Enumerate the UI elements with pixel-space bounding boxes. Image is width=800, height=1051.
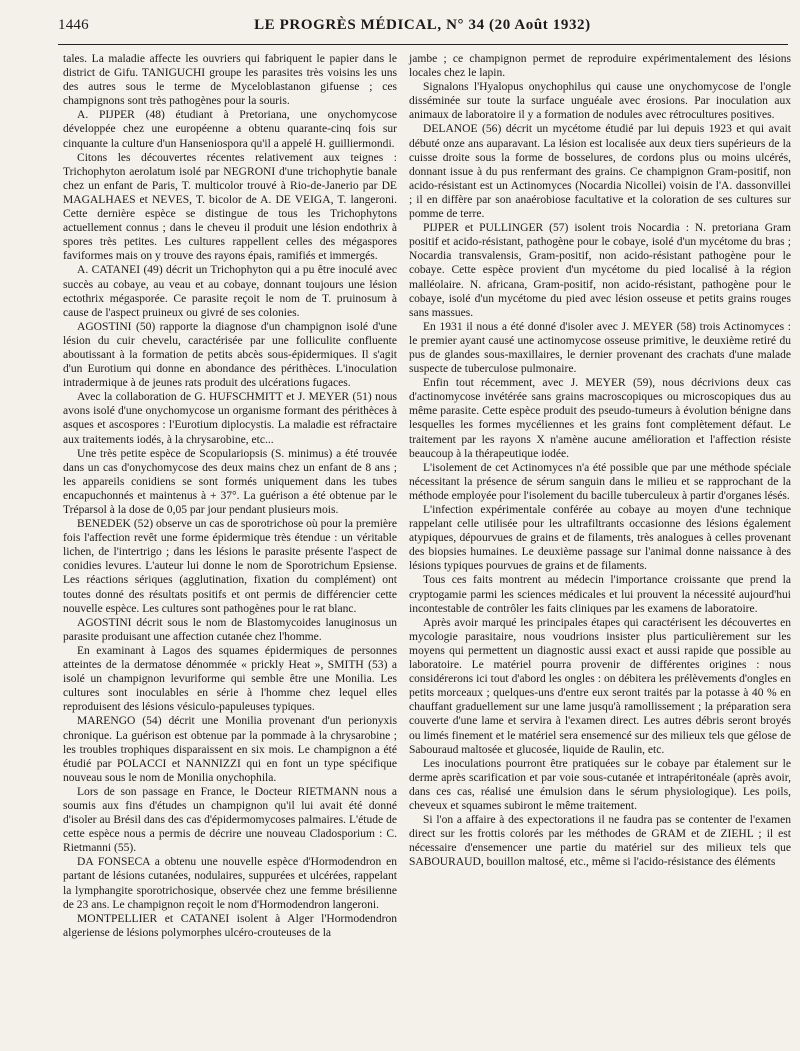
paragraph: L'isolement de cet Actinomyces n'a été possible que par une méthode spéciale nécessitant la présence de sérum sanguin dans le milieu et se rapprochant de la méthode employée pour l'isolement du bacille tuberculeux à partir d'organes lésés. [409, 461, 791, 502]
paragraph: En 1931 il nous a été donné d'isoler avec J. MEYER (58) trois Actinomyces : le premier ayant causé une actinomycose osseuse primitive, le deuxième retiré du pus de glandes sous-maxillaires, le dernier provenant des crachats d'une malade suspecte de tuberculose pulmonaire. [409, 320, 791, 376]
page-number: 1446 [58, 16, 89, 33]
paragraph: DELANOE (56) décrit un mycétome étudié par lui depuis 1923 et qui avait débuté onze ans auparavant. La lésion est localisée aux deux tiers supérieurs de la cuisse droite sous la forme de bosselures, de cordons plus ou moins ulcérés, donnant issue à du pus renfermant des grains. Ce champignon Gram-positif, non acido-résistant est un Actinomyces (Nocardia Nicollei) voisin de l'A. dassonvillei ; il en diffère par son anaérobiose facultative et la coloration de ses cultures sur pomme de terre. [409, 123, 791, 221]
paragraph: Lors de son passage en France, le Docteur RIETMANN nous a soumis aux fins d'études un champignon qu'il lui avait été donné d'isoler au Brésil dans des cas d'épidermomycoses palmaires. L'étude de cette espèce nous a permis de décrire une nouveau Cladosporium : C. Rietmanni (55). [63, 785, 397, 855]
paragraph: tales. La maladie affecte les ouvriers qui fabriquent le papier dans le district de Gifu. TANIGUCHI groupe les parasites très voisins les uns des autres sous le terme de Myceloblastanon gifuense ; ces champignons sont très pathogènes pour la souris. [63, 53, 397, 108]
paragraph: Les inoculations pourront être pratiquées sur le cobaye par étalement sur le derme après scarification et par voie sous-cutanée et intrapéritonéale (après avoir, dans ces cas, réalisé une émulsion dans le sérum physiologique). Les poils, cheveux et squames subiront le même traitement. [409, 757, 791, 812]
paragraph: Une très petite espèce de Scopulariopsis (S. minimus) a été trouvée dans un cas d'onychomycose des deux mains chez un enfant de 8 ans ; les appareils conidiens se sont formés uniquement dans les tubes encapuchonnés et maintenus à + 37°. La guérison a été obtenue par le Tréparsol à la dose de 0,05 par jour pendant plusieurs mois. [63, 447, 397, 516]
paragraph: AGOSTINI (50) rapporte la diagnose d'un champignon isolé d'une lésion du cuir chevelu, caractérisée par une folliculite confluente aboutissant à la formation de petits abcès sous-épidermiques. Il s'agit d'un Eurotium qui donne en abondance des périthèces. L'inoculation intradermique à de jeunes rats produit des ulcérations fugaces. [63, 320, 397, 390]
paragraph: MONTPELLIER et CATANEI isolent à Alger l'Hormodendron algeriense de lésions polymorphes ulcéro-crouteuses de la [63, 912, 397, 939]
paragraph: jambe ; ce champignon permet de reproduire expérimentalement des lésions locales chez le lapin. [409, 53, 791, 80]
paragraph: Tous ces faits montrent au médecin l'importance croissante que prend la cryptogamie parmi les sciences médicales et lui prouvent la nécessité aujourd'hui incontestable de contrôler les faits cliniques par les examens de laboratoire. [409, 574, 791, 615]
paragraph: MARENGO (54) décrit une Monilia provenant d'un perionyxis chronique. La guérison est obtenue par la pommade à la chrysarobine ; les troubles trophiques disparaissent en six mois. Le champignon a été étudié par POLACCI et NANNIZZI qui en font un type spécifique nouveau sous le nom de Monilia onychophila. [63, 715, 397, 784]
paragraph: A. PIJPER (48) étudiant à Pretoriana, une onychomycose développée chez une européenne a obtenu quarante-cinq fois sur cinquante la culture d'un Hanseniospora qu'il a appelé H. guilliermondi. [63, 109, 397, 150]
left-column [63, 52, 397, 940]
paragraph: L'infection expérimentale conférée au cobaye au moyen d'une technique rappelant celle utilisée pour les ultrafiltrants occasionne des lésions également atypiques, dépourvues de grains et de filaments, très analogues à celles provenant des biopsies humaines. Le deuxième passage sur l'animal donne naissance à des lésions typiques pourvues de grains et de filaments. [409, 504, 791, 573]
page-header [58, 12, 780, 38]
journal-title: LE PROGRÈS MÉDICAL, N° 34 (20 Août 1932) [254, 16, 591, 33]
paragraph: PIJPER et PULLINGER (57) isolent trois Nocardia : N. pretoriana Gram positif et acido-résistant, pathogène pour le cobaye, isolé d'un mycétome du bras ; Nocardia transvalensis, Gram-positif, non acido-résistant pathogène pour le cobaye. Cette espèce provient d'un mycétome du pied localisé à la région malléolaire. N. africana, Gram-positif, non acido-résistant, pathogène pour le cobaye, isolé d'un mycétome du pied avec lésion osseuse et petits grains rouges sans massues. [409, 222, 791, 319]
paragraph: Après avoir marqué les principales étapes qui caractérisent les découvertes en mycologie parasitaire, nous voudrions insister plus particulièrement sur les moyens qui permettent un diagnostic aussi exact et aussi rapide que possible au laboratoire. Le matériel pourra provenir de différentes origines : nous considérerons ici tout d'abord les ongles : on débitera les prélèvements d'ongles en petits morceaux ; quelques-uns d'entre eux seront traités par la potasse à 40 % en chauffant graduellement sur une lame jusqu'à ramollissement ; la préparation sera couverte d'une lame et servira à l'examen direct. Les autres débris seront broyés ou limés finement et le matériel sera ensemencé sur des milieux tels que gélose de Sabouraud maltosée et glucosée, liquide de Raulin, etc. [409, 616, 791, 756]
paragraph: BENEDEK (52) observe un cas de sporotrichose où pour la première fois l'affection revêt une forme épidermique très étendue : un véritable lichen, de l'intertrigo ; dans les lésions le parasite présente l'aspect de conidies levures. L'auteur lui donne le nom de Sporotrichum Epsiense. Les réactions sériques (agglutination, fixation du complément) ont toutes donné des résultats positifs et ont permis de différencier cette nouvelle espèce. Les cultures sont pathogènes pour le rat blanc. [63, 518, 397, 615]
paragraph: En examinant à Lagos des squames épidermiques de personnes atteintes de la dermatose dénommée « prickly Heat », SMITH (53) a isolé un champignon levuriforme qui semble être une Monilia. Les cultures sont inoculables en série à l'homme chez lequel elles reproduisent des lésions vésiculo-papuleuses typiques. [63, 644, 397, 714]
paragraph: DA FONSECA a obtenu une nouvelle espèce d'Hormodendron en partant de lésions cutanées, nodulaires, suppurées et ulcérées, rappelant la lymphangite sporotrichosique, observée chez une femme brésilienne de 23 ans. Le champignon reçoit le nom d'Hormodendron langeroni. [63, 856, 397, 911]
header-rule [58, 44, 788, 45]
paragraph: Enfin tout récemment, avec J. MEYER (59), nous décrivions deux cas d'actinomycose invétérée sans grains macroscopiques ou microscopiques dus au même parasite. Cette espèce produit des pseudo-tumeurs à évolution bénigne dans lesquelles les formes mycéliennes et les grains font complètement défaut. Le traitement par les rayons X n'amène aucune amélioration et l'affection résiste beaucoup à la thérapeutique iodée. [409, 377, 791, 460]
paragraph: Avec la collaboration de G. HUFSCHMITT et J. MEYER (51) nous avons isolé d'une onychomycose un organisme formant des périthèces à asques et ascospores : l'Eurotium diplocystis. La maladie est réfractaire aux traitements iodés, à la chrysarobine, etc... [63, 391, 397, 446]
paragraph: A. CATANEI (49) décrit un Trichophyton qui a pu être inoculé avec succès au cobaye, au veau et au cobaye, donnant toujours une lésion ectothrix mégasporée. Ce parasite reçoit le nom de T. pruinosum à cause de l'aspect pruineux ou givré de ses colonies. [63, 264, 397, 319]
paragraph: Citons les découvertes récentes relativement aux teignes : Trichophyton aerolatum isolé par NEGRONI d'une trichophytie banale chez un enfant de Paris, T. multicolor trouvé à Rio-de-Janerio par DE MAGALHAES et NEVES, T. bicolor de A. DE VEIGA, T. langeroni. Cette dernière espèce se distingue de tous les Trichophytons actuellement connus ; dans le cheveu il produit une lésion endothrix à spores très petites. Les cultures rappellent celles des mégaspores faviformes mais on y trouve des rayons épais, ramifiés et immergés. [63, 151, 397, 263]
paragraph: Signalons l'Hyalopus onychophilus qui cause une onychomycose de l'ongle disséminée sur toute la surface unguéale avec érosions. Par inoculation aux animaux de laboratoire il y a formation de nodules avec rétrocultures positives. [409, 81, 791, 122]
paragraph: Si l'on a affaire à des expectorations il ne faudra pas se contenter de l'examen direct sur les frottis colorés par les méthodes de GRAM et de ZIEHL ; il est nécessaire d'ensemencer une partie du matériel sur des milieux tels que SABOURAUD, bouillon maltosé, etc., même si l'acido-résistance des éléments [409, 814, 791, 869]
paragraph: AGOSTINI décrit sous le nom de Blastomycoides lanuginosus un parasite produisant une affection cutanée chez l'homme. [63, 616, 397, 643]
right-column [409, 52, 791, 869]
